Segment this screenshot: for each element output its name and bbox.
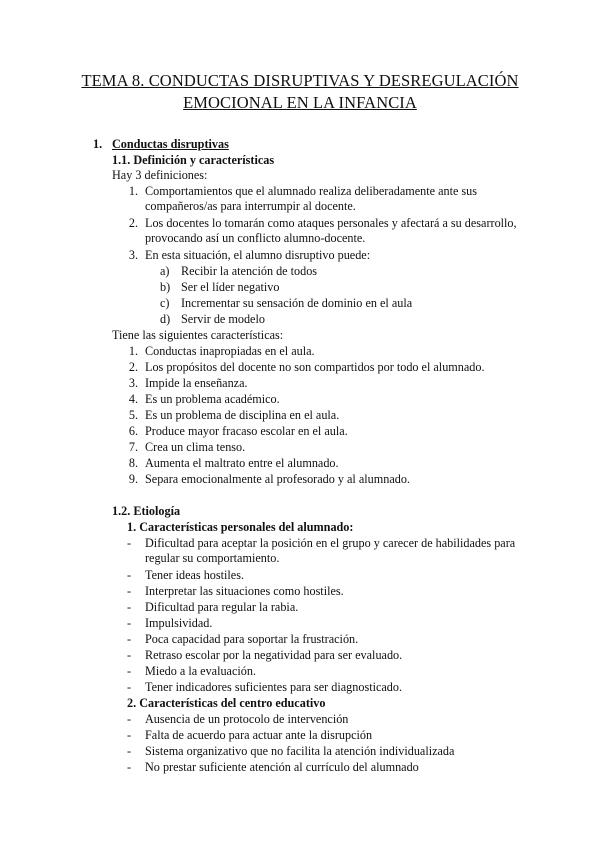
feature-number: 6. [128,424,138,438]
definition-text: compañeros/as para interrumpir al docente. [145,199,356,213]
bullet-dash: - [127,712,132,726]
etiology-item: Tener ideas hostiles. [145,568,244,582]
definition-text: Comportamientos que el alumnado realiza deliberadamente ante sus [145,184,477,198]
subitem-text: Incrementar su sensación de dominio en el aula [181,296,413,310]
definition-number: 2. [128,216,138,230]
etiology-item: Sistema organizativo que no facilita la atención individualizada [145,744,455,758]
bullet-dash: - [127,584,132,598]
features-intro: Tiene las siguientes características: [112,328,284,342]
etiology-item: Impulsividad. [145,616,213,630]
etiology-item: Poca capacidad para soportar la frustración. [145,632,359,646]
feature-text: Aumenta el maltrato entre el alumnado. [145,456,339,470]
subitem-letter: b) [160,280,171,294]
etiology-item: Dificultad para aceptar la posición en el grupo y carecer de habilidades para [145,536,516,550]
bullet-dash: - [127,632,132,646]
feature-number: 9. [128,472,138,486]
title-line-2: EMOCIONAL EN LA INFANCIA [183,93,417,112]
feature-number: 7. [128,440,138,454]
subitem-letter: d) [160,312,171,326]
subsection-heading-definition: 1.1. Definición y características [112,153,275,167]
definition-number: 3. [128,248,138,262]
feature-text: Produce mayor fracaso escolar en el aula. [145,424,348,438]
feature-text: Crea un clima tenso. [145,440,246,454]
subitem-text: Recibir la atención de todos [181,264,318,278]
definition-number: 1. [128,184,138,198]
etiology-item: Retraso escolar por la negatividad para ser evaluado. [145,648,403,662]
etiology-item: Miedo a la evaluación. [145,664,256,678]
bullet-dash: - [127,616,132,630]
subitem-letter: c) [160,296,170,310]
section-number: 1. [93,137,103,151]
group-heading-school: 2. Características del centro educativo [127,696,326,710]
bullet-dash: - [127,680,132,694]
etiology-item: Dificultad para regular la rabia. [145,600,299,614]
etiology-item: regular su comportamiento. [145,551,280,565]
bullet-dash: - [127,728,132,742]
page-title [60,70,540,114]
feature-number: 5. [128,408,138,422]
feature-text: Es un problema de disciplina en el aula. [145,408,340,422]
bullet-dash: - [127,568,132,582]
etiology-item: Ausencia de un protocolo de intervención [145,712,349,726]
definition-text: provocando así un conflicto alumno-docente. [145,231,366,245]
title-line-1: TEMA 8. CONDUCTAS DISRUPTIVAS Y DESREGULACIÓN [81,71,519,90]
feature-number: 3. [128,376,138,390]
group-heading-personal: 1. Características personales del alumnado: [127,520,354,534]
etiology-item: Tener indicadores suficientes para ser diagnosticado. [145,680,403,694]
feature-number: 8. [128,456,138,470]
etiology-item: No prestar suficiente atención al currículo del alumnado [145,760,419,774]
feature-number: 4. [128,392,138,406]
etiology-item: Falta de acuerdo para actuar ante la disrupción [145,728,373,742]
definitions-intro: Hay 3 definiciones: [112,168,208,182]
subitem-text: Servir de modelo [181,312,265,326]
definition-text: En esta situación, el alumno disruptivo puede: [145,248,371,262]
feature-text: Es un problema académico. [145,392,280,406]
feature-text: Impide la enseñanza. [145,376,248,390]
feature-number: 1. [128,344,138,358]
subitem-letter: a) [160,264,170,278]
feature-number: 2. [128,360,138,374]
feature-text: Conductas inapropiadas en el aula. [145,344,315,358]
bullet-dash: - [127,744,132,758]
bullet-dash: - [127,536,132,550]
bullet-dash: - [127,664,132,678]
subitem-text: Ser el líder negativo [181,280,280,294]
bullet-dash: - [127,600,132,614]
feature-text: Los propósitos del docente no son compartidos por todo el alumnado. [145,360,485,374]
bullet-dash: - [127,648,132,662]
bullet-dash: - [127,760,132,774]
section-heading: Conductas disruptivas [112,137,229,151]
subsection-heading-etiology: 1.2. Etiología [112,504,181,518]
feature-text: Separa emocionalmente al profesorado y al alumnado. [145,472,410,486]
definition-text: Los docentes lo tomarán como ataques personales y afectará a su desarrollo, [145,216,517,230]
etiology-item: Interpretar las situaciones como hostiles. [145,584,344,598]
